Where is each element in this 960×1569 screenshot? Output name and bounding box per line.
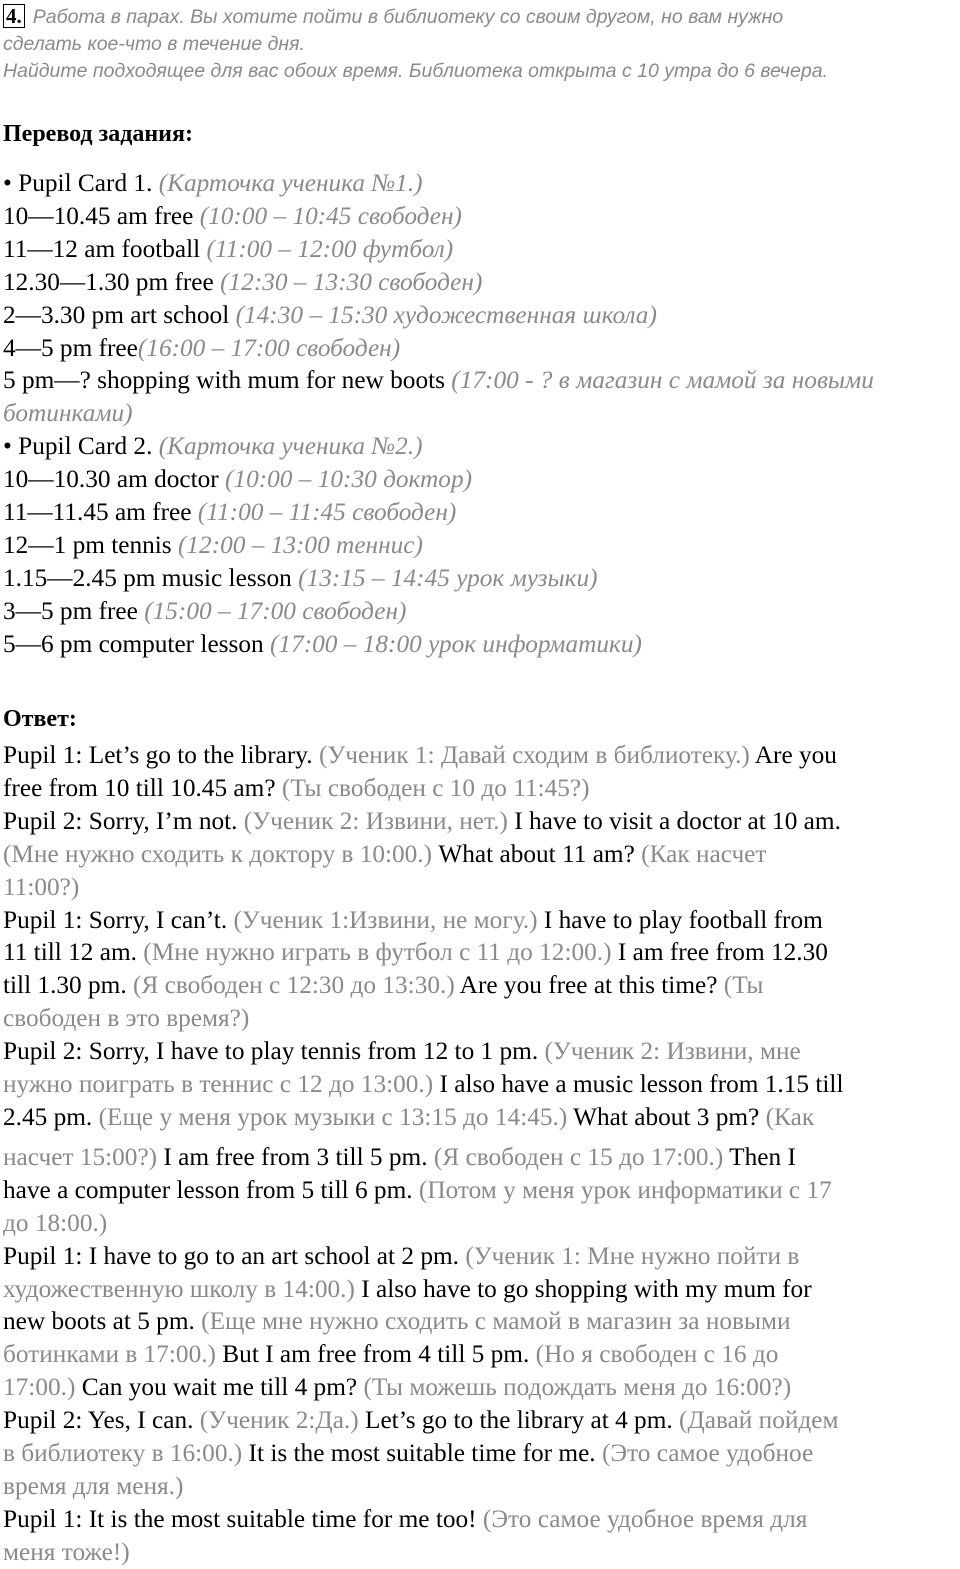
card-line	[3, 299, 948, 332]
dialogue-ru: (Я свободен с 12:30 до 13:30.)	[133, 971, 455, 1000]
dialogue-line	[3, 1437, 960, 1470]
dialogue-en: But I am free from 4 till 5 pm.	[215, 1340, 536, 1369]
dialogue-en: I have to play football from	[537, 905, 823, 934]
dialogue-ru: (Ученик 1:Извини, не могу.)	[233, 905, 538, 934]
dialogue-ru: (Мне нужно сходить к доктору в 10:00.)	[3, 839, 433, 868]
dialogue-en: Pupil 1: It is the most suitable time for me too!	[3, 1504, 483, 1533]
dialogue-line	[3, 1503, 960, 1536]
dialogue-ru: (Давай пойдем	[679, 1406, 839, 1435]
dialogue-en: Let’s go to the library at 4 pm.	[358, 1406, 680, 1435]
dialogue-line	[3, 936, 960, 969]
dialogue-en: What about 11 am?	[432, 839, 642, 868]
dialogue-ru: (Ты	[723, 971, 764, 1000]
dialogue-en: It is the most suitable time for me.	[242, 1439, 602, 1468]
card-line	[3, 332, 948, 365]
card-line	[3, 364, 948, 430]
task-text-1: Работа в парах. Вы хотите пойти в библиотеку со своим другом, но вам нужно	[32, 6, 784, 28]
dialogue-en: Are you free at this time?	[454, 971, 724, 1000]
card-line-ru: (15:00 – 17:00 свободен)	[144, 596, 407, 625]
dialogue-line	[3, 1273, 960, 1306]
dialogue-en: Pupil 2: Sorry, I have to play tennis from 12 to 1 pm.	[3, 1037, 545, 1066]
dialogue-ru: 11:00?)	[3, 872, 80, 901]
task-line-3: Найдите подходящее для вас обоих время. Библиотека открыта с 10 утра до 6 вечера.	[3, 60, 828, 82]
dialogue-ru: (Ты можешь подождать меня до 16:00?)	[363, 1373, 792, 1402]
dialogue-ru: до 18:00.)	[3, 1208, 108, 1237]
dialogue-ru: (Как насчет	[641, 839, 767, 868]
dialogue-en: free from 10 till 10.45 am?	[3, 773, 282, 802]
dialogue-ru: (Еще у меня урок музыки с 13:15 до 14:45.)	[98, 1102, 568, 1131]
dialogue-en: 2.45 pm.	[3, 1102, 99, 1131]
task-number: 4.	[3, 4, 25, 28]
dialogue-en: new boots at 5 pm.	[3, 1307, 202, 1336]
dialogue-en: Pupil 2: Yes, I can.	[3, 1406, 200, 1435]
dialogue-line	[3, 1305, 960, 1338]
card-line-en: 4—5 pm free	[3, 333, 138, 362]
dialogue-ru: (Я свободен с 15 до 17:00.)	[433, 1142, 724, 1171]
card-line-ru: (12:00 – 13:00 теннис)	[177, 530, 423, 559]
dialogue-line	[3, 1174, 960, 1207]
card-line-en: 5 pm—? shopping with mum for new boots	[3, 366, 452, 395]
dialogue-ru: (Потом у меня урок информатики с 17	[418, 1175, 832, 1204]
card-line-ru: (17:00 – 18:00 урок информатики)	[270, 629, 642, 658]
card-line-ru: (12:30 – 13:30 свободен)	[220, 267, 483, 296]
card-line-en: 10—10.45 am free	[3, 201, 200, 230]
dialogue-en: Pupil 1: Sorry, I can’t.	[3, 905, 234, 934]
card-line	[3, 167, 948, 200]
card-line-ru: (10:00 – 10:30 доктор)	[225, 465, 473, 494]
dialogue-en: Are you	[749, 741, 837, 769]
dialogue-en: Then I	[723, 1142, 796, 1171]
dialogue-ru: свободен в это время?)	[3, 1004, 250, 1033]
dialogue-ru: нужно поиграть в теннис с 12 до 13:00.)	[3, 1070, 434, 1099]
dialogue-line	[3, 1338, 960, 1371]
card-line-en: 1.15—2.45 pm music lesson	[3, 563, 299, 592]
card-line	[3, 430, 948, 463]
task-line-1	[3, 4, 953, 31]
dialogue-line	[3, 1536, 960, 1569]
dialogue-en: What about 3 pm?	[567, 1102, 766, 1131]
dialogue-line	[3, 1002, 960, 1035]
dialogue-line	[3, 1101, 960, 1134]
dialogue-ru: насчет 15:00?)	[3, 1142, 158, 1171]
dialogue-ru: время для меня.)	[3, 1471, 184, 1500]
card-line-ru: (17:00 - ? в магазин с мамой за новыми ботинками)	[3, 366, 874, 428]
task-header	[3, 4, 953, 85]
dialogue-line	[3, 1141, 960, 1174]
dialogue-en: I am free from 12.30	[611, 938, 828, 967]
dialogue-line	[3, 1207, 960, 1240]
dialogue-line	[3, 1371, 960, 1404]
dialogue-en: I am free from 3 till 5 pm.	[157, 1142, 434, 1171]
dialogue-ru: (Но я свободен с 16 до	[535, 1340, 779, 1369]
card-line	[3, 529, 948, 562]
translation-heading: Перевод задания:	[3, 121, 193, 147]
task-line-2: сделать кое-что в течение дня.	[3, 33, 305, 55]
card-line	[3, 266, 948, 299]
dialogue-en: Can you wait me till 4 pm?	[75, 1373, 364, 1402]
dialogue-ru: (Ты свободен с 10 до 11:45?)	[281, 773, 590, 802]
dialogue-ru: (Как	[765, 1102, 815, 1131]
card-line-ru: (Карточка ученика №2.)	[158, 432, 423, 461]
dialogue-line	[3, 1068, 960, 1101]
card-line-ru: (11:00 – 12:00 футбол)	[206, 234, 454, 263]
card-line-en: 12—1 pm tennis	[3, 530, 178, 559]
dialogue-line	[3, 739, 960, 772]
card-line-ru: (16:00 – 17:00 свободен)	[137, 333, 401, 362]
dialogue-en: Pupil 2: Sorry, I’m not.	[3, 806, 244, 835]
dialogue-line	[3, 1404, 960, 1437]
card-line-en: 10—10.30 am doctor	[3, 465, 226, 494]
card-line-ru: (13:15 – 14:45 урок музыки)	[298, 563, 598, 592]
dialogue-line	[3, 904, 960, 937]
dialogue-ru: (Ученик 1: Мне нужно пойти в	[465, 1241, 800, 1270]
dialogue-ru: меня тоже!)	[3, 1537, 130, 1566]
card-line	[3, 595, 948, 628]
dialogue-ru: (Ученик 2:Да.)	[199, 1406, 359, 1435]
dialogue-en: 11 till 12 am.	[3, 938, 144, 967]
card-line	[3, 628, 948, 661]
dialogue-line	[3, 969, 960, 1002]
card-line-en: 3—5 pm free	[3, 596, 145, 625]
dialogue-line	[3, 772, 960, 805]
dialogue-ru: (Мне нужно играть в футбол с 11 до 12:00.)	[143, 938, 612, 967]
pupil-cards	[3, 167, 948, 661]
card-line-en: 11—11.45 am free	[3, 498, 198, 527]
dialogue-line	[3, 1035, 960, 1068]
card-line-ru: (Карточка ученика №1.)	[158, 169, 423, 197]
dialogue-en: I also have a music lesson from 1.15 till	[433, 1070, 844, 1099]
dialogue-ru: (Еще мне нужно сходить с мамой в магазин за новыми	[201, 1307, 791, 1336]
dialogue-ru: в библиотеку в 16:00.)	[3, 1439, 243, 1468]
card-line	[3, 200, 948, 233]
dialogue-line	[3, 838, 960, 871]
dialogue-line	[3, 1240, 960, 1273]
dialogue	[3, 739, 960, 1569]
dialogue-ru: (Это самое удобное	[601, 1439, 814, 1468]
card-line	[3, 233, 948, 266]
dialogue-line	[3, 871, 960, 904]
dialogue-ru: ботинками в 17:00.)	[3, 1340, 216, 1369]
card-line-ru: (11:00 – 11:45 свободен)	[197, 498, 457, 527]
dialogue-en: I also have to go shopping with my mum for	[354, 1274, 812, 1303]
dialogue-ru: (Ученик 1: Давай сходим в библиотеку.)	[318, 741, 750, 769]
dialogue-ru: (Ученик 2: Извини, нет.)	[243, 806, 508, 835]
card-line-ru: (14:30 – 15:30 художественная школа)	[235, 300, 657, 329]
dialogue-en: Pupil 1: Let’s go to the library.	[3, 741, 319, 769]
card-line-ru: (10:00 – 10:45 свободен)	[199, 201, 462, 230]
card-line-en: • Pupil Card 1.	[3, 169, 159, 197]
dialogue-en: Pupil 1: I have to go to an art school at 2 pm.	[3, 1241, 466, 1270]
card-line-en: 2—3.30 pm art school	[3, 300, 236, 329]
card-line	[3, 562, 948, 595]
card-line-en: 5—6 pm computer lesson	[3, 629, 270, 658]
dialogue-ru: (Это самое удобное время для	[482, 1504, 808, 1533]
card-line-en: 11—12 am football	[3, 234, 207, 263]
dialogue-ru: 17:00.)	[3, 1373, 76, 1402]
card-line	[3, 463, 948, 496]
dialogue-ru: (Ученик 2: Извини, мне	[544, 1037, 801, 1066]
card-line-en: • Pupil Card 2.	[3, 432, 159, 461]
dialogue-en: I have to visit a doctor at 10 am.	[507, 806, 841, 835]
card-line	[3, 496, 948, 529]
dialogue-en: have a computer lesson from 5 till 6 pm.	[3, 1175, 419, 1204]
answer-heading: Ответ:	[3, 706, 77, 732]
dialogue-en: till 1.30 pm.	[3, 971, 134, 1000]
dialogue-line	[3, 1470, 960, 1503]
dialogue-ru: художественную школу в 14:00.)	[3, 1274, 355, 1303]
card-line-en: 12.30—1.30 pm free	[3, 267, 221, 296]
dialogue-line	[3, 805, 960, 838]
